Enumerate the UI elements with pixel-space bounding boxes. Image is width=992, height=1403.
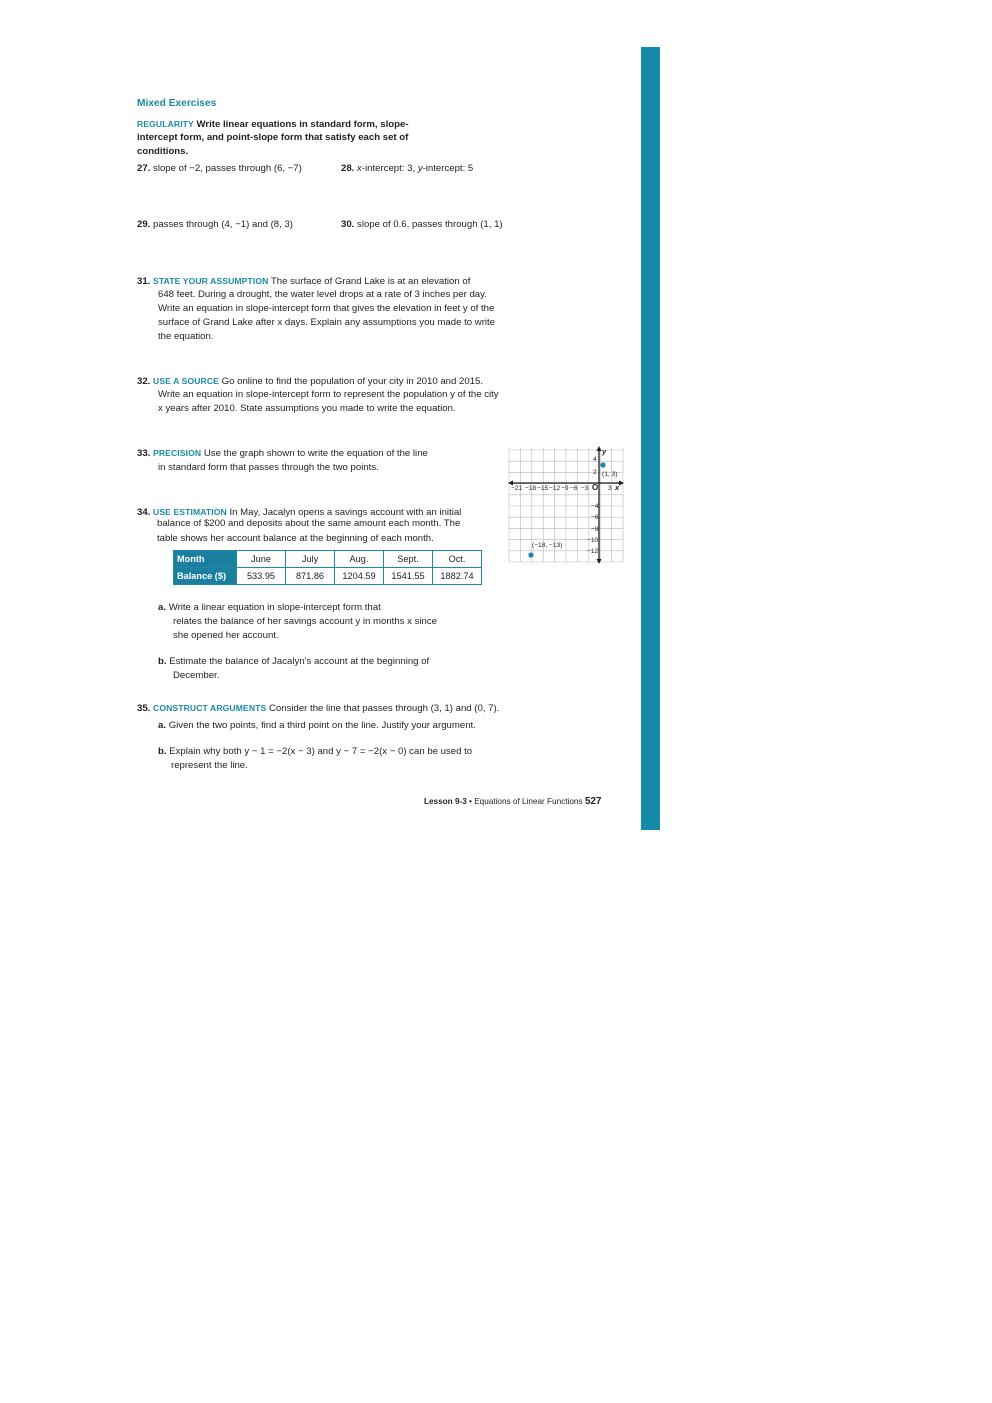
y-axis-top-arrow (597, 446, 602, 451)
exercise-31-line-3: Write an equation in slope-intercept form that gives the elevation in feet y of the (158, 303, 495, 314)
page-footer (424, 796, 602, 807)
exercise-34a-line-2: relates the balance of her savings account y in months x since (173, 616, 437, 627)
point-2-label: (−18, −13) (532, 542, 563, 549)
exercise-32-line-1 (137, 374, 483, 389)
exercise-35b-line-2: represent the line. (171, 760, 248, 771)
exercise-32-line-3: x years after 2010. State assumptions you made to write the equation. (158, 403, 456, 414)
exercise-34b-letter: b. (158, 656, 167, 667)
exercise-28-tail: -intercept: 5 (422, 163, 474, 174)
x-tick-label: −21 (511, 485, 523, 492)
exercise-31-line-2: 648 feet. During a drought, the water level drops at a rate of 3 inches per day. (158, 289, 487, 300)
table-header-month: Month (174, 551, 237, 568)
exercise-34-text-1: In May, Jacalyn opens a savings account with an initial (226, 507, 462, 518)
instructions-line-1 (137, 117, 409, 132)
exercise-34a-letter: a. (158, 602, 167, 613)
footer-title: Equations of Linear Functions (474, 797, 583, 806)
graph-grid (509, 448, 623, 562)
x-tick-label: −18 (525, 485, 537, 492)
exercise-33-number: 33. (137, 448, 151, 459)
side-color-bar (641, 47, 660, 830)
table-cell: 1204.59 (335, 568, 384, 585)
exercise-33-line-2: in standard form that passes through the two points. (158, 462, 379, 473)
table-header-balance: Balance ($) (174, 568, 237, 585)
exercise-31-text-1: The surface of Grand Lake is at an elevation of (268, 276, 471, 287)
exercise-28-mid: -intercept: 3, (361, 163, 418, 174)
exercise-29-text: passes through (4, −1) and (8, 3) (153, 219, 294, 230)
exercise-35a (158, 719, 476, 733)
x-tick-label: 3 (608, 485, 612, 492)
point-2-dot (528, 552, 533, 557)
regularity-label: REGULARITY (137, 119, 194, 129)
footer-bullet: • (466, 797, 475, 806)
exercise-29-number: 29. (137, 219, 151, 230)
exercise-35a-letter: a. (158, 720, 167, 731)
coordinate-graph (508, 446, 624, 564)
exercise-35b-letter: b. (158, 746, 167, 757)
y-axis-label: y (602, 447, 607, 456)
exercise-28-number: 28. (341, 163, 355, 174)
exercise-35b-line-1 (158, 745, 472, 759)
exercise-31-line-4: surface of Grand Lake after x days. Explain any assumptions you made to write (158, 317, 496, 328)
balance-table (173, 550, 482, 585)
exercise-31-number: 31. (137, 276, 151, 287)
table-cell: June (237, 551, 286, 568)
y-tick-label: −12 (587, 548, 599, 555)
x-tick-label: −12 (549, 485, 561, 492)
x-axis-label: x (615, 483, 620, 492)
exercise-31-line-1 (137, 274, 470, 289)
exercise-34b-line-2: December. (173, 670, 220, 681)
exercise-27-number: 27. (137, 163, 151, 174)
instructions-text-1: Write linear equations in standard form, slope- (196, 119, 409, 130)
exercise-27-text: slope of −2, passes through (6, −7) (153, 163, 302, 174)
x-tick-label: −6 (570, 485, 578, 492)
exercise-34-line-2: balance of $200 and deposits about the same amount each month. The (157, 518, 461, 529)
exercise-27 (137, 162, 302, 176)
x-tick-label: −3 (581, 485, 589, 492)
exercise-35-text: Consider the line that passes through (3, 1) and (0, 7). (266, 703, 500, 714)
table-cell: July (286, 551, 335, 568)
exercise-35a-text: Given the two points, find a third point on the line. Justify your argument. (168, 720, 476, 731)
x-tick-label: −15 (537, 485, 549, 492)
exercise-34-label: USE ESTIMATION (153, 507, 227, 517)
exercise-31-line-5: the equation. (158, 331, 214, 342)
table-cell: Sept. (384, 551, 433, 568)
point-1-label: (1, 3) (602, 471, 618, 478)
exercise-28 (341, 162, 473, 176)
y-tick-label: −10 (587, 537, 599, 544)
exercise-34b-line-1 (158, 655, 429, 669)
y-tick-label: 4 (593, 456, 597, 463)
exercise-30-text: slope of 0.6, passes through (1, 1) (357, 219, 503, 230)
exercise-29 (137, 218, 293, 232)
exercise-32-line-2: Write an equation in slope-intercept form to represent the population y of the city (158, 389, 499, 400)
exercise-34a-text-1: Write a linear equation in slope-intercept form that (168, 602, 381, 613)
footer-lesson: Lesson 9-3 (424, 797, 467, 806)
y-axis-bottom-arrow (597, 559, 602, 564)
point-1-dot (600, 462, 605, 467)
exercise-34-line-3: table shows her account balance at the beginning of each month. (157, 533, 434, 544)
exercise-35-label: CONSTRUCT ARGUMENTS (153, 703, 267, 713)
table-row (174, 568, 482, 585)
page-number: 527 (584, 796, 602, 807)
y-tick-label: −4 (591, 503, 599, 510)
table-row (174, 551, 482, 568)
exercise-30-number: 30. (341, 219, 355, 230)
exercise-35-number: 35. (137, 703, 151, 714)
section-heading: Mixed Exercises (137, 98, 217, 109)
exercise-33-line-1 (137, 446, 428, 461)
exercise-28-var-x: x (357, 163, 362, 174)
exercise-31-label: STATE YOUR ASSUMPTION (153, 276, 269, 286)
instructions-line-3: conditions. (137, 146, 189, 157)
exercise-34b-text-1: Estimate the balance of Jacalyn's account at the beginning of (169, 656, 430, 667)
table-cell: 871.86 (286, 568, 335, 585)
exercise-28-var-y: y (417, 163, 423, 174)
exercise-32-label: USE A SOURCE (153, 376, 219, 386)
table-cell: Oct. (433, 551, 482, 568)
table-cell: 1882.74 (433, 568, 482, 585)
table-cell: Aug. (335, 551, 384, 568)
exercise-33-text-1: Use the graph shown to write the equation of the line (201, 448, 428, 459)
y-tick-label: −8 (591, 526, 599, 533)
exercise-34-number: 34. (137, 507, 151, 518)
x-tick-label: −9 (561, 485, 569, 492)
exercise-34a-line-1 (158, 601, 381, 615)
exercise-30 (341, 218, 503, 232)
y-tick-label: 2 (593, 469, 597, 476)
exercise-32-text-1: Go online to find the population of your city in 2010 and 2015. (219, 376, 484, 387)
exercise-35-line-1 (137, 701, 499, 716)
table-cell: 1541.55 (384, 568, 433, 585)
exercise-34a-line-3: she opened her account. (173, 630, 279, 641)
exercise-32-number: 32. (137, 376, 151, 387)
y-tick-label: −6 (591, 514, 599, 521)
exercise-35b-text-1: Explain why both y − 1 = −2(x − 3) and y − 7 = −2(x − 0) can be used to (169, 746, 473, 757)
instructions-line-2: intercept form, and point-slope form that satisfy each set of (137, 132, 409, 143)
table-cell: 533.95 (237, 568, 286, 585)
exercise-33-label: PRECISION (153, 448, 202, 458)
origin-label: O (592, 483, 599, 492)
